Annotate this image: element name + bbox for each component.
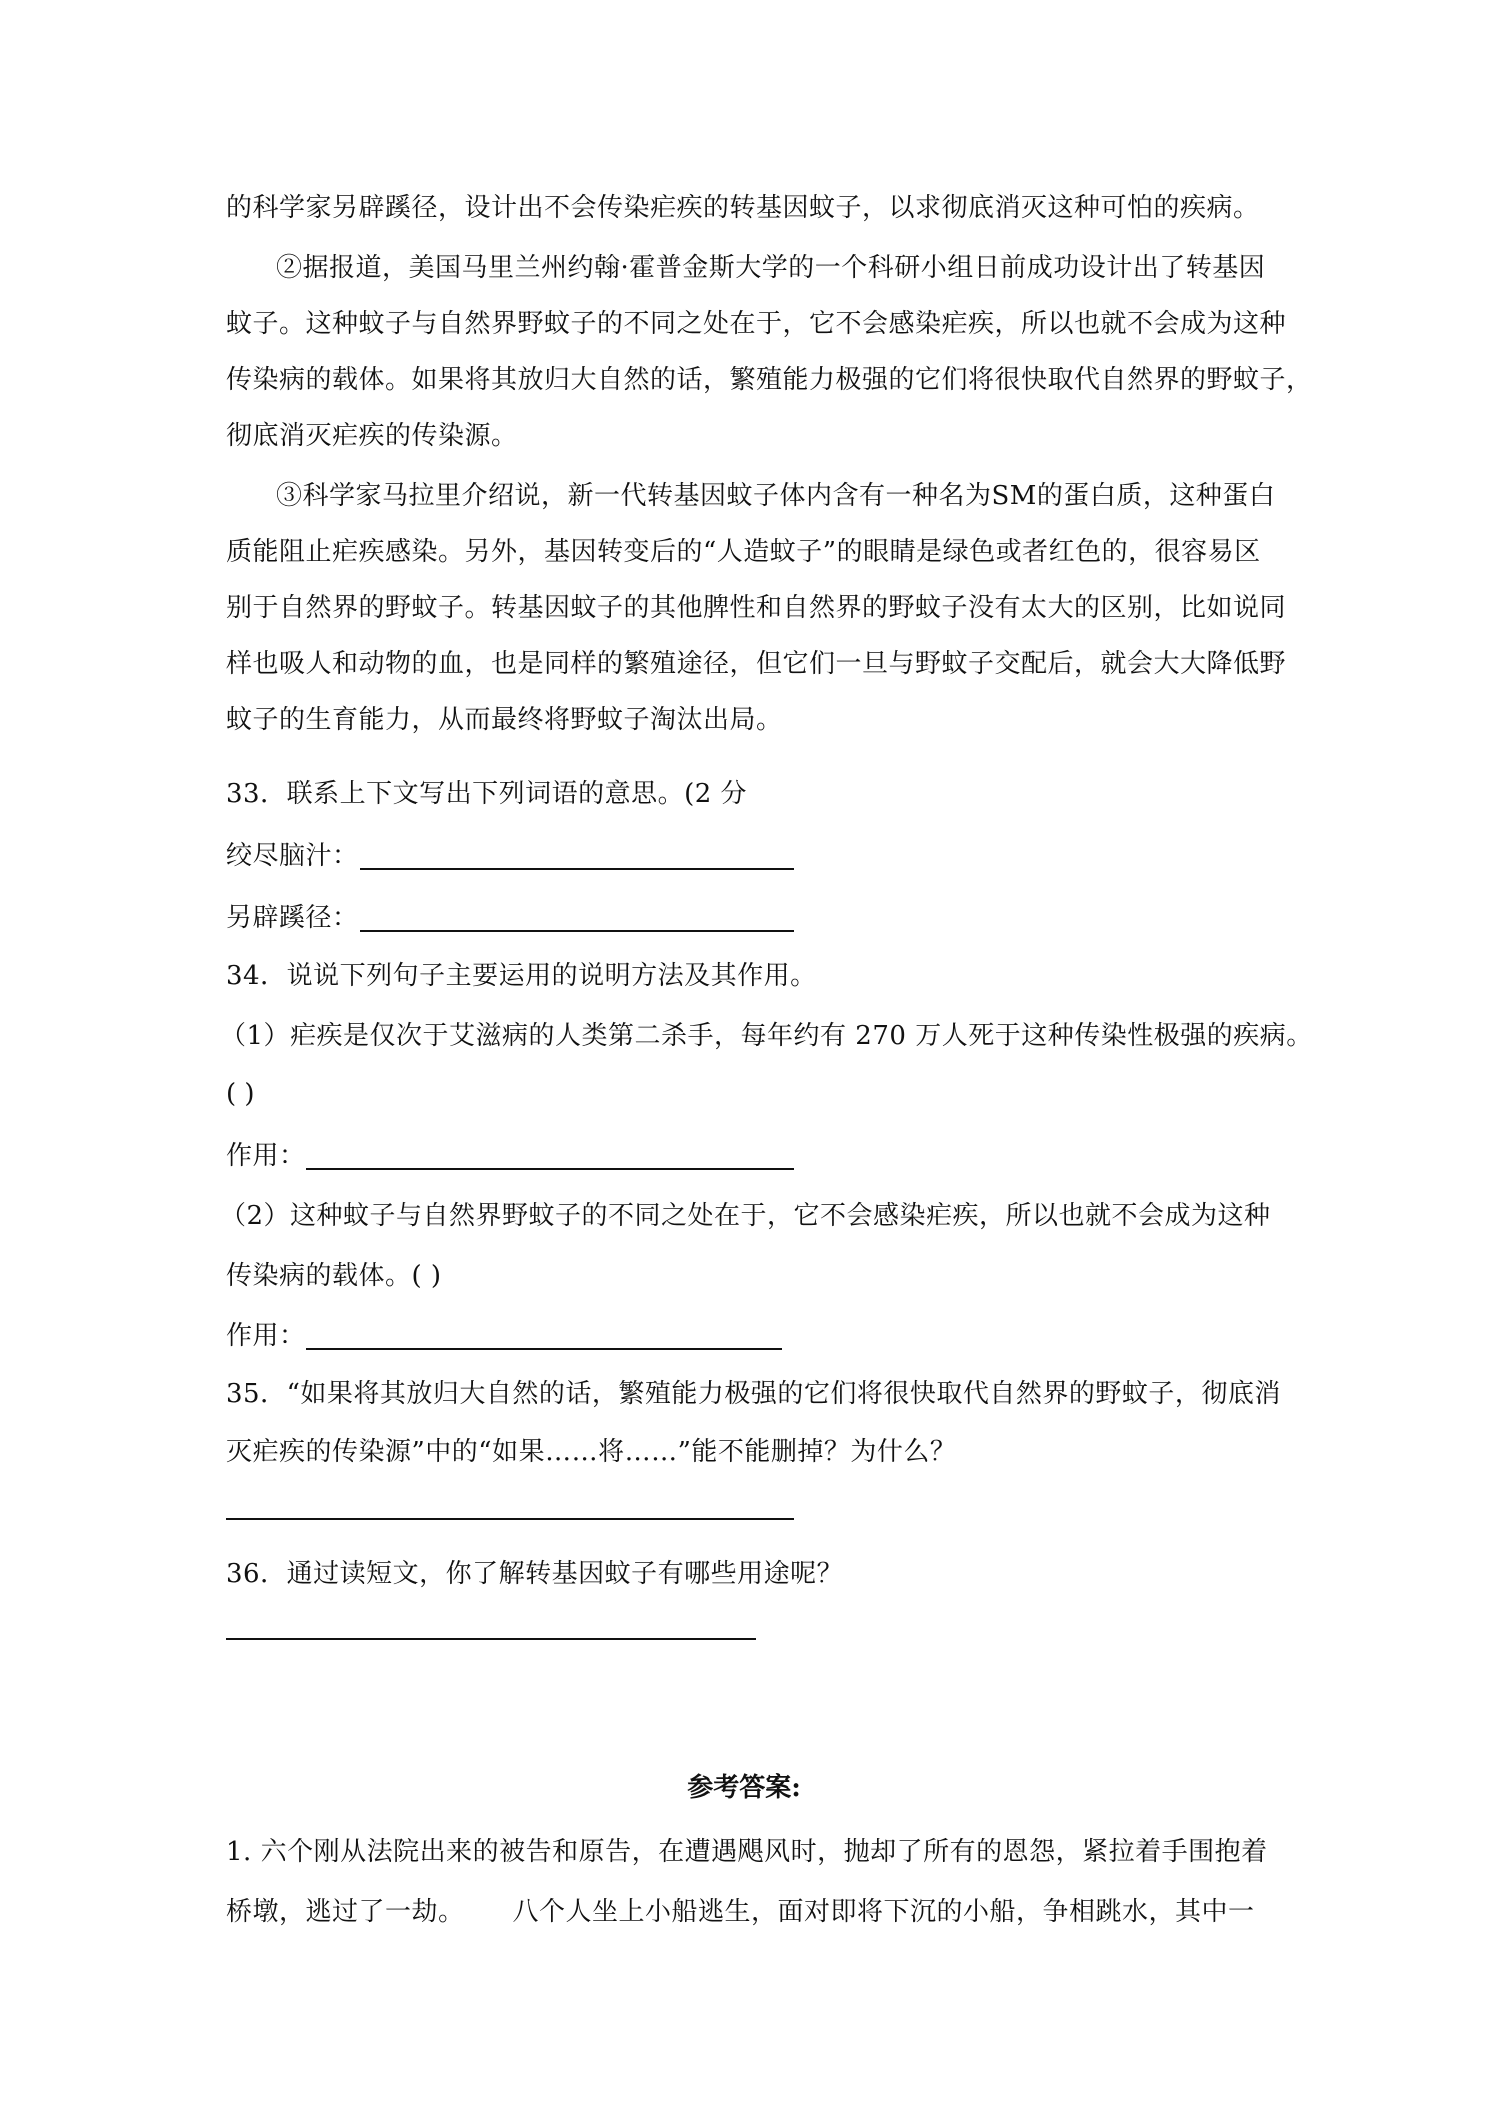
answers-title: 参考答案: [687, 1773, 801, 1803]
answer-blank-34-1[interactable] [306, 1168, 794, 1170]
question-35-line: 灭疟疾的传染源”中的“如果……将……”能不能删掉？为什么？ [226, 1437, 957, 1467]
question-34-item-2-line[interactable]: 传染病的载体。( ) [226, 1261, 442, 1291]
passage-paragraph-2-line: ②据报道，美国马里兰州约翰·霍普金斯大学的一个科研小组日前成功设计出了转基因 [276, 253, 1266, 283]
passage-paragraph-3-line: ③科学家马拉里介绍说，新一代转基因蚊子体内含有一种名为SM的蛋白质，这种蛋白 [276, 481, 1276, 511]
answer-blank-35[interactable] [226, 1518, 794, 1520]
question-33: 33．联系上下文写出下列词语的意思。(2 分 [226, 779, 748, 809]
question-34: 34．说说下列句子主要运用的说明方法及其作用。 [226, 961, 817, 991]
question-35-line: 35．“如果将其放归大自然的话，繁殖能力极强的它们将很快取代自然界的野蚊子，彻底消 [226, 1379, 1281, 1409]
question-33-term-a: 绞尽脑汁： [226, 841, 359, 871]
question-33-term-b: 另辟蹊径： [226, 903, 359, 933]
passage-paragraph-2-line: 彻底消灭疟疾的传染源。 [226, 421, 518, 451]
answer-blank-34-2[interactable] [306, 1348, 782, 1350]
passage-paragraph-2-line: 蚊子。这种蚊子与自然界野蚊子的不同之处在于，它不会感染疟疾，所以也就不会成为这种 [226, 309, 1287, 339]
answer-1-line: 1. 六个刚从法院出来的被告和原告，在遭遇飓风时，抛却了所有的恩怨，紧拉着手围抱着 [226, 1837, 1268, 1867]
answer-blank-36[interactable] [226, 1638, 756, 1640]
passage-paragraph-3-line: 质能阻止疟疾感染。另外，基因转变后的“人造蚊子”的眼睛是绿色或者红色的，很容易区 [226, 537, 1261, 567]
answer-1-segment: 桥墩，逃过了一劫。 [226, 1897, 465, 1927]
passage-paragraph-3-line: 样也吸人和动物的血，也是同样的繁殖途径，但它们一旦与野蚊子交配后，就会大大降低野 [226, 649, 1287, 679]
passage-line: 的科学家另辟蹊径，设计出不会传染疟疾的转基因蚊子，以求彻底消灭这种可怕的疾病。 [226, 193, 1260, 223]
question-36: 36．通过读短文，你了解转基因蚊子有哪些用途呢？ [226, 1559, 844, 1589]
answer-1-segment: 八个人坐上小船逃生，面对即将下沉的小船，争相跳水，其中一 [512, 1897, 1255, 1927]
question-34-item-1: （1）疟疾是仅次于艾滋病的人类第二杀手，每年约有 270 万人死于这种传染性极强的疾病。 [220, 1021, 1313, 1051]
answer-blank-33a[interactable] [360, 868, 794, 870]
passage-paragraph-3-line: 蚊子的生育能力，从而最终将野蚊子淘汰出局。 [226, 705, 783, 735]
question-34-item-2-line: （2）这种蚊子与自然界野蚊子的不同之处在于，它不会感染疟疾，所以也就不会成为这种 [220, 1201, 1271, 1231]
question-34-1-use-label: 作用： [226, 1141, 306, 1171]
question-34-2-use-label: 作用： [226, 1321, 306, 1351]
answer-1-line [226, 1894, 1262, 1930]
answer-blank-33b[interactable] [360, 930, 794, 932]
passage-paragraph-2-line: 传染病的载体。如果将其放归大自然的话，繁殖能力极强的它们将很快取代自然界的野蚊子， [226, 365, 1313, 395]
answer-paren-34-1[interactable]: ( ) [226, 1079, 255, 1109]
passage-paragraph-3-line: 别于自然界的野蚊子。转基因蚊子的其他脾性和自然界的野蚊子没有太大的区别，比如说同 [226, 593, 1287, 623]
